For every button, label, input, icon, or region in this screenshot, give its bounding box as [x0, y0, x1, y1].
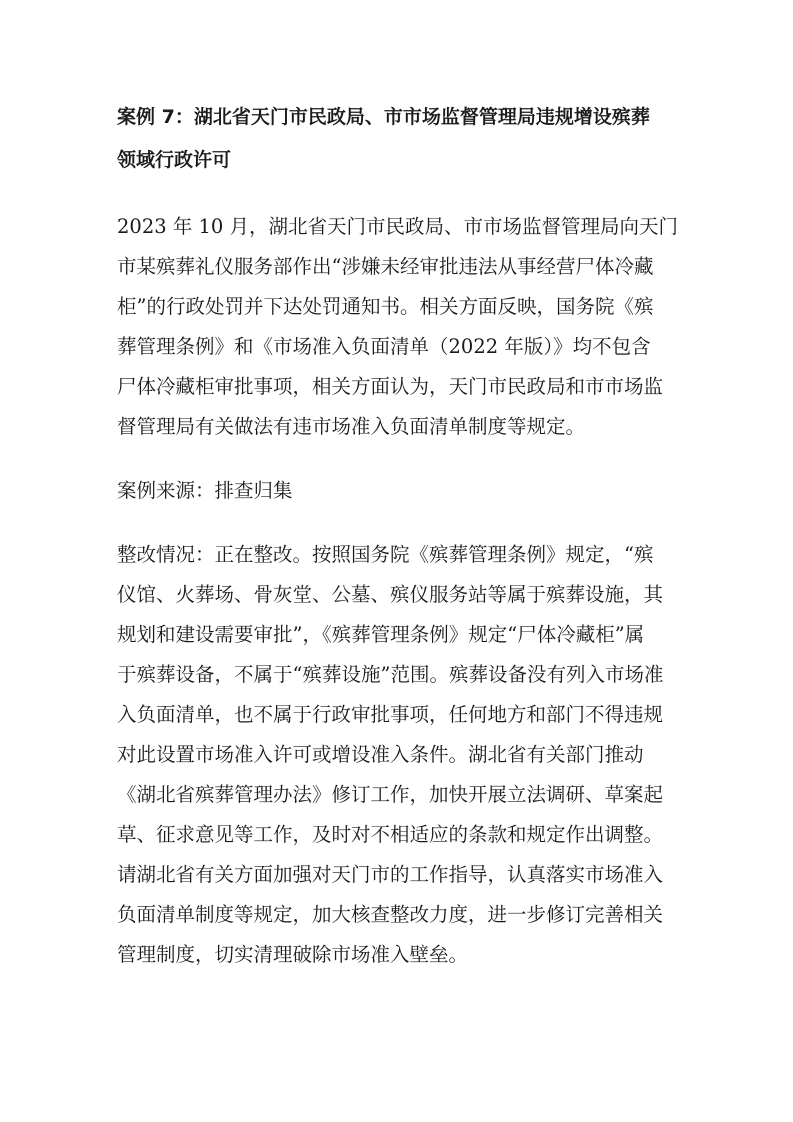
text-line: 督管理局有关做法有违市场准入负面清单制度等规定。	[117, 415, 586, 438]
title-line: 领域行政许可	[117, 149, 232, 171]
text-line: 2023 年 10 月，湖北省天门市民政局、市市场监督管理局向天门	[117, 215, 679, 238]
text-line: 对此设置市场准入许可或增设准入条件。湖北省有关部门推动	[117, 743, 644, 766]
source-paragraph	[117, 471, 677, 511]
text-line: 葬管理条例》和《市场准入负面清单（2022 年版）》均不包含	[117, 335, 651, 358]
text-line: 整改情况：正在整改。按照国务院《殡葬管理条例》规定，“殡	[117, 543, 654, 566]
text-line: 于殡葬设备，不属于“殡葬设施”范围。殡葬设备没有列入市场准	[117, 663, 664, 686]
text-line: 负面清单制度等规定，加大核查整改力度，进一步修订完善相关	[117, 903, 664, 926]
title-line: 案例 7：湖北省天门市民政局、市市场监督管理局违规增设殡葬	[117, 106, 650, 128]
text-line: 市某殡葬礼仪服务部作出“涉嫌未经审批违法从事经营尸体冷藏	[117, 255, 654, 278]
text-line: 尸体冷藏柜审批事项，相关方面认为，天门市民政局和市市场监	[117, 375, 664, 398]
case-title	[117, 96, 677, 182]
text-line: 案例来源：排查归集	[117, 479, 293, 502]
text-line: 规划和建设需要审批”，《殡葬管理条例》规定“尸体冷藏柜”属	[117, 623, 645, 646]
text-line: 管理制度，切实清理破除市场准入壁垒。	[117, 943, 469, 966]
text-line: 草、征求意见等工作，及时对不相适应的条款和规定作出调整。	[117, 823, 664, 846]
text-line: 柜”的行政处罚并下达处罚通知书。相关方面反映，国务院《殡	[117, 295, 654, 318]
rectification-paragraph	[117, 535, 677, 975]
intro-paragraph	[117, 207, 677, 447]
text-line: 入负面清单，也不属于行政审批事项，任何地方和部门不得违规	[117, 703, 664, 726]
text-line: 《湖北省殡葬管理办法》修订工作，加快开展立法调研、草案起	[117, 783, 664, 806]
document-page	[117, 96, 677, 975]
text-line: 仪馆、火葬场、骨灰堂、公墓、殡仪服务站等属于殡葬设施，其	[117, 583, 664, 606]
text-line: 请湖北省有关方面加强对天门市的工作指导，认真落实市场准入	[117, 863, 664, 886]
